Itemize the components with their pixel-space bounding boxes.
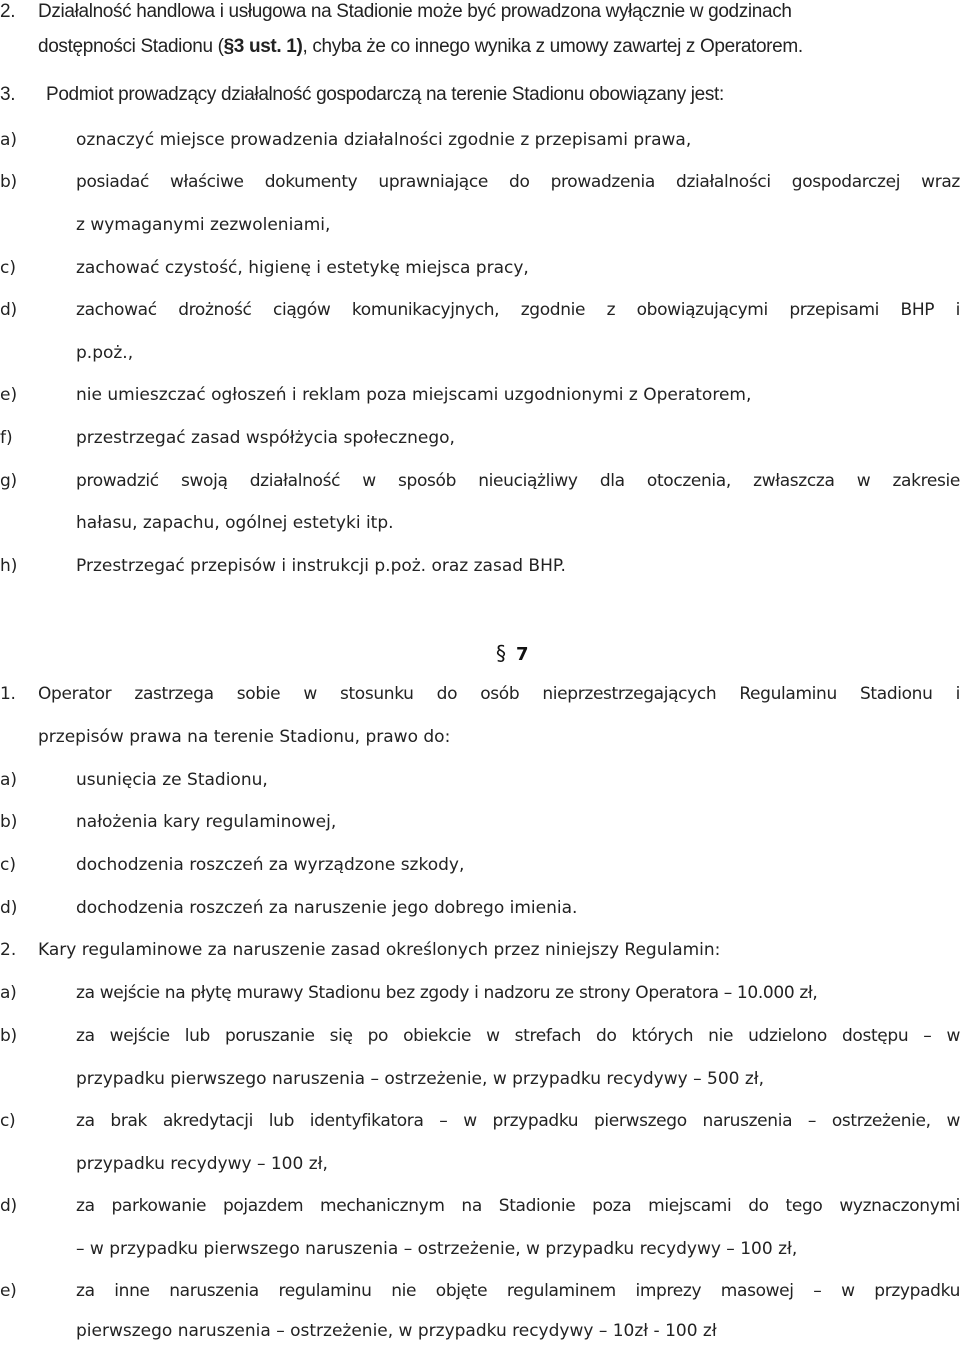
list-label: c): [0, 855, 16, 875]
text-fragment: dostępności Stadionu (: [38, 36, 224, 57]
list-item-3c: [0, 253, 960, 283]
list-text: pierwszego naruszenia – ostrzeżenie, w przypadku recydywy – 10zł - 100 zł: [76, 1321, 717, 1341]
section-number: 7: [516, 644, 529, 665]
list-text: posiadać właściwe dokumenty uprawniające do prowadzenia działalności gospodarczej wraz: [76, 172, 960, 192]
paragraph-3-intro: [0, 80, 960, 110]
list-label: a): [0, 130, 18, 150]
paragraph-text: [38, 32, 803, 62]
list-item-7-2b-line-1: [0, 1021, 960, 1051]
paragraph-7-1-line-2: [0, 722, 960, 752]
list-text: przestrzegać zasad współżycia społecznego,: [76, 428, 455, 448]
paragraph-text: przepisów prawa na terenie Stadionu, prawo do:: [38, 727, 451, 747]
list-text: oznaczyć miejsce prowadzenia działalności zgodnie z przepisami prawa,: [76, 130, 692, 150]
list-item-3e: [0, 380, 960, 410]
list-label: c): [0, 1111, 16, 1131]
list-label: g): [0, 471, 17, 491]
list-item-7-2b-line-2: [0, 1064, 960, 1094]
list-item-7-2c-line-1: [0, 1106, 960, 1136]
list-text: nie umieszczać ogłoszeń i reklam poza miejscami uzgodnionymi z Operatorem,: [76, 385, 752, 405]
list-text: p.poż.,: [76, 343, 134, 363]
list-item-3b-line-2: [0, 210, 960, 240]
list-item-7-1d: [0, 893, 960, 923]
list-text: dochodzenia roszczeń za naruszenie jego dobrego imienia.: [76, 898, 578, 918]
list-text: za wejście na płytę murawy Stadionu bez zgody i nadzoru ze strony Operatora – 10.000 zł,: [76, 983, 818, 1003]
list-item-7-2d-line-2: [0, 1234, 960, 1264]
list-item-3g-line-1: [0, 466, 960, 496]
list-label: d): [0, 1196, 17, 1216]
list-text: – w przypadku pierwszego naruszenia – ostrzeżenie, w przypadku recydywy – 100 zł,: [76, 1239, 798, 1259]
section-symbol: §: [496, 641, 506, 665]
list-number: 1.: [0, 684, 16, 704]
paragraph-text: Podmiot prowadzący działalność gospodarczą na terenie Stadionu obowiązany jest:: [46, 84, 724, 105]
list-label: e): [0, 1281, 17, 1301]
list-text: Przestrzegać przepisów i instrukcji p.poż. oraz zasad BHP.: [76, 556, 566, 576]
paragraph-text: Kary regulaminowe za naruszenie zasad określonych przez niniejszy Regulamin:: [38, 940, 721, 960]
list-label: e): [0, 385, 18, 405]
paragraph-7-2-intro: [0, 935, 960, 965]
list-label: f): [0, 428, 13, 448]
list-text: za inne naruszenia regulaminu nie objęte regulaminem imprezy masowej – w przypadku: [76, 1281, 960, 1301]
list-label: d): [0, 898, 18, 918]
list-item-7-2e-line-2: [0, 1316, 960, 1346]
list-label: c): [0, 258, 16, 278]
list-number: 2.: [0, 1, 16, 22]
list-text: dochodzenia roszczeń za wyrządzone szkody,: [76, 855, 465, 875]
list-text: prowadzić swoją działalność w sposób nieuciążliwy dla otoczenia, zwłaszcza w zakresie: [76, 471, 960, 491]
list-label: d): [0, 300, 17, 320]
list-text: za parkowanie pojazdem mechanicznym na Stadionie poza miejscami do tego wyznaczonymi: [76, 1196, 960, 1216]
list-item-3f: [0, 423, 960, 453]
list-label: b): [0, 172, 17, 192]
list-item-7-2c-line-2: [0, 1149, 960, 1179]
paragraph-text: Operator zastrzega sobie w stosunku do osób nieprzestrzegających Regulaminu Stadionu i: [38, 684, 960, 704]
list-item-7-2d-line-1: [0, 1191, 960, 1221]
list-text: z wymaganymi zezwoleniami,: [76, 215, 331, 235]
list-label: a): [0, 983, 17, 1003]
list-text: usunięcia ze Stadionu,: [76, 770, 268, 790]
paragraph-text: Działalność handlowa i usługowa na Stadionie może być prowadzona wyłącznie w godzinach: [38, 1, 792, 22]
paragraph-2-line-2: [0, 32, 960, 62]
list-label: b): [0, 1026, 17, 1046]
list-label: a): [0, 770, 18, 790]
list-item-3a: [0, 125, 960, 155]
section-reference: §3 ust. 1): [223, 36, 303, 57]
list-text: przypadku recydywy – 100 zł,: [76, 1154, 328, 1174]
list-text: zachować drożność ciągów komunikacyjnych, zgodnie z obowiązującymi przepisami BHP i: [76, 300, 960, 320]
list-label: h): [0, 556, 18, 576]
list-item-3g-line-2: [0, 508, 960, 538]
list-item-3h: [0, 551, 960, 581]
list-text: za brak akredytacji lub identyfikatora – w przypadku pierwszego naruszenia – ostrzeżenie, w: [76, 1111, 960, 1131]
list-text: zachować czystość, higienę i estetykę miejsca pracy,: [76, 258, 529, 278]
list-number: 3.: [0, 84, 16, 105]
list-item-3d-line-2: [0, 338, 960, 368]
list-label: b): [0, 812, 18, 832]
list-item-7-2a: [0, 978, 960, 1008]
list-text: hałasu, zapachu, ogólnej estetyki itp.: [76, 513, 394, 533]
paragraph-7-1-line-1: [0, 679, 960, 709]
text-fragment: , chyba że co innego wynika z umowy zawartej z Operatorem.: [302, 36, 803, 57]
list-text: za wejście lub poruszanie się po obiekcie w strefach do których nie udzielono dostępu – w: [76, 1026, 960, 1046]
list-item-7-1a: [0, 765, 960, 795]
paragraph-2-line-1: [0, 0, 960, 27]
list-number: 2.: [0, 940, 17, 960]
list-text: przypadku pierwszego naruszenia – ostrzeżenie, w przypadku recydywy – 500 zł,: [76, 1069, 765, 1089]
list-item-3b-line-1: [0, 167, 960, 197]
list-text: nałożenia kary regulaminowej,: [76, 812, 337, 832]
list-item-3d-line-1: [0, 295, 960, 325]
section-heading: [496, 638, 529, 668]
list-item-7-2e-line-1: [0, 1276, 960, 1306]
list-item-7-1c: [0, 850, 960, 880]
list-item-7-1b: [0, 807, 960, 837]
